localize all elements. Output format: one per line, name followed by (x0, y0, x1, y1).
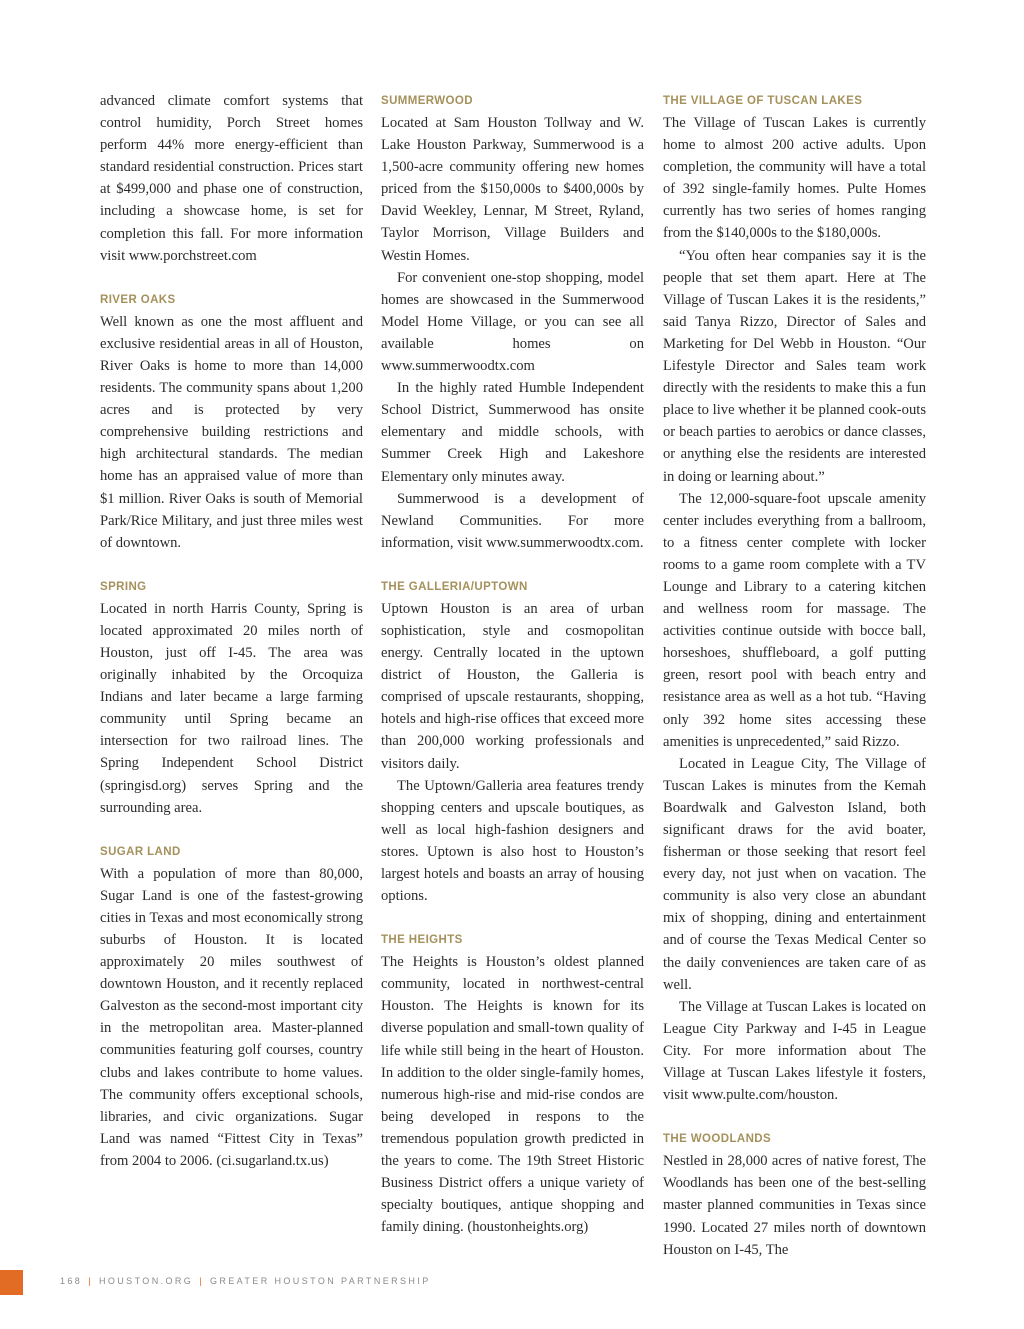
summerwood-paragraph-3: In the highly rated Humble Independent School District, Summerwood has onsite elementary and middle schools, with Summer Creek High and Lakeshore Elementary only minutes away. (381, 380, 644, 485)
article-column-1 (100, 90, 363, 1172)
footer-site: HOUSTON.ORG (98, 1276, 194, 1286)
section-heading-river-oaks: RIVER OAKS (100, 293, 176, 306)
summerwood-paragraph-4: Summerwood is a development of Newland Communities. For more information, visit www.summerwoodtx.com. (381, 490, 644, 551)
woodlands-paragraph: Nestled in 28,000 acres of native forest, The Woodlands has been one of the best-selling master planned communities in Texas since 1990. Located 27 miles north of downtown Houston on I-45, The (663, 1153, 926, 1258)
river-oaks-paragraph: Well known as one the most affluent and exclusive residential areas in all of Houston, River Oaks is home to more than 14,000 residents. The community spans about 1,200 acres and is protected by very comprehensive building restrictions and high architectural standards. The median home has an appraised value of more than $1 million. River Oaks is south of Memorial Park/Rice Military, and just three miles west of downtown. (100, 313, 363, 551)
section-heading-spring: SPRING (100, 580, 147, 593)
section-heading-summerwood: SUMMERWOOD (381, 95, 473, 107)
section-heading-galleria: THE GALLERIA/UPTOWN (381, 580, 528, 593)
tuscan-lakes-paragraph-5: The Village at Tuscan Lakes is located on League City Parkway and I-45 in League City. For more information about The Village at Tuscan Lakes lifestyle it fosters, visit www.pulte.com/houston. (663, 998, 926, 1104)
footer-separator: | (88, 1276, 93, 1286)
summerwood-paragraph-2: For convenient one-stop shopping, model homes are showcased in the Summerwood Model Home Village, or you can see all available homes on www.summerwoodtx.com (381, 269, 644, 375)
galleria-paragraph-2: The Uptown/Galleria area features trendy shopping centers and upscale boutiques, as well as local high-fashion designers and stores. Uptown is also host to Houston’s largest hotels and boasts an array of housing options. (381, 777, 644, 905)
heights-paragraph: The Heights is Houston’s oldest planned community, located in northwest-central Houston. The Heights is known for its diverse population and small-town quality of life while still being in the heart of Houston. In addition to the older single-family homes, numerous high-rise and mid-rise condos are being developed in respons to the tremendous population growth predicted in the years to come. The 19th Street Historic Business District offers a unique variety of specialty boutiques, antique shopping and family dining. (houstonheights.org) (381, 954, 644, 1236)
footer-accent-square (0, 1270, 23, 1295)
tuscan-lakes-paragraph-2: “You often hear companies say it is the people that set them apart. Here at The Village of Tuscan Lakes it is the residents,” said Tanya Rizzo, Director of Sales and Marketing for Del Webb in Houston. “Our Lifestyle Director and Sales team work directly with the residents to make this a fun place to live whether it be planned cook-outs or beach parties to aerobics or dance classes, or anything else the residents are interested in doing or learning about.” (663, 247, 926, 485)
section-heading-woodlands: THE WOODLANDS (663, 1133, 772, 1146)
summerwood-paragraph-1: Located at Sam Houston Tollway and W. Lake Houston Parkway, Summerwood is a 1,500-acre community offering new homes priced from the $150,000s to $400,000s by David Weekley, Lennar, M Street, Ryland, Taylor Morrison, Village Builders and Westin Homes. (381, 115, 644, 264)
section-heading-sugar-land: SUGAR LAND (100, 845, 181, 858)
section-heading-tuscan-lakes: THE VILLAGE OF TUSCAN LAKES (663, 95, 863, 107)
galleria-paragraph-1: Uptown Houston is an area of urban sophistication, style and cosmopolitan energy. Centrally located in the uptown district of Houston, the Galleria is comprised of upscale restaurants, shopping, hotels and high-rise offices that exceed more than 200,000 working professionals and visitors daily. (381, 600, 644, 772)
page-footer (60, 1276, 431, 1286)
porch-street-continued: advanced climate comfort systems that control humidity, Porch Street homes perform 44% more energy-efficient than standard residential construction. Prices start at $499,000 and phase one of construction, including a showcase home, is set for completion this fall. For more information visit www.porchstreet.com (100, 93, 363, 264)
tuscan-lakes-paragraph-1: The Village of Tuscan Lakes is currently home to almost 200 active adults. Upon completion, the community will have a total of 392 single-family homes. Pulte Homes currently has two series of homes ranging from the $140,000s to the $180,000s. (663, 115, 926, 242)
tuscan-lakes-paragraph-3: The 12,000-square-foot upscale amenity center includes everything from a ballroom, to a fitness center complete with locker rooms to a game room complete with a TV Lounge and Library to a catering kitchen and wellness room for massage. The activities continue outside with bocce ball, horseshoes, shuffleboard, a golf putting green, resort pool with beach entry and resistance area as well as a hot tub. “Having only 392 home sites accessing these amenities is unprecedented,” said Rizzo. (663, 490, 926, 750)
article-column-2 (381, 90, 644, 1238)
spring-paragraph: Located in north Harris County, Spring is located approximated 20 miles north of Houston, just off I-45. The area was originally inhabited by the Orcoquiza Indians and later became a large farming community until Spring became an intersection for two railroad lines. The Spring Independent School District (springisd.org) serves Spring and the surrounding area. (100, 600, 363, 816)
section-heading-heights: THE HEIGHTS (381, 934, 463, 947)
sugar-land-paragraph: With a population of more than 80,000, Sugar Land is one of the fastest-growing cities in Texas and most economically strong suburbs of Houston. It is located approximately 20 miles southwest of downtown Houston, and it recently replaced Galveston as the second-most important city in the metropolitan area. Master-planned communities featuring golf courses, country clubs and lakes contribute to home values. The community offers exceptional schools, libraries, and civic organizations. Sugar Land was named “Fittest City in Texas” from 2004 to 2006. (ci.sugarland.tx.us) (100, 865, 363, 1169)
article-column-3 (663, 90, 926, 1261)
page-number: 168 (60, 1276, 83, 1286)
tuscan-lakes-paragraph-4: Located in League City, The Village of Tuscan Lakes is minutes from the Kemah Boardwalk and Galveston Island, both significant draws for the avid boater, fisherman or those seeking that resort feel every day, not just when on vacation. The community is also very close an abundant mix of shopping, dining and entertainment and of course the Texas Medical Center so the daily conveniences are taken care of as well. (663, 755, 926, 993)
footer-separator: | (199, 1276, 204, 1286)
footer-organization: GREATER HOUSTON PARTNERSHIP (209, 1276, 431, 1286)
